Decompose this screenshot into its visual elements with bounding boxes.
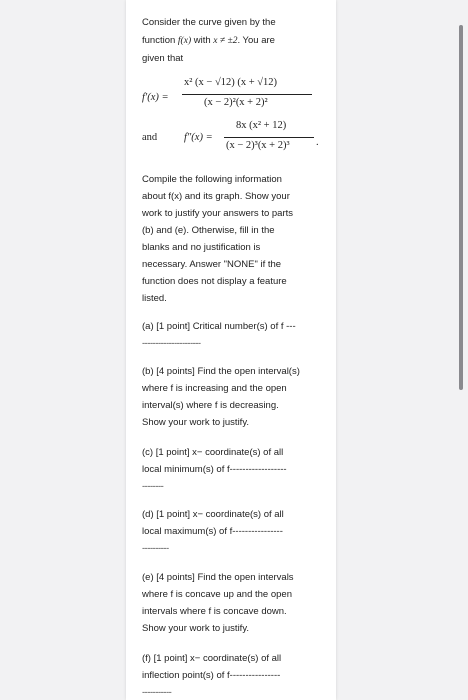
question-b-line: where f is increasing and the open (142, 383, 287, 394)
first-derivative-lhs: f′(x) = (142, 92, 169, 103)
instruction-line: (b) and (e). Otherwise, fill in the (142, 225, 275, 236)
instruction-line: about f(x) and its graph. Show your (142, 191, 290, 202)
first-derivative-numerator: x² (x − √12) (x + √12) (184, 77, 278, 88)
question-b-line: interval(s) where f is decreasing. (142, 400, 279, 411)
first-derivative-denominator: (x − 2)²(x + 2)² (204, 97, 268, 108)
intro-line-3: given that (142, 53, 184, 64)
instruction-line: Compile the following information (142, 174, 282, 185)
question-c-line-1: (c) [1 point] x− coordinate(s) of all (142, 447, 284, 458)
intro-line-2 (142, 35, 275, 47)
instruction-line: blanks and no justification is (142, 242, 261, 253)
instruction-line: listed. (142, 293, 167, 304)
question-d-answer-blank[interactable]: ---------- (142, 543, 169, 554)
intro-text: function (142, 35, 178, 46)
function-symbol: f(x) (177, 36, 192, 46)
question-e-line: Show your work to justify. (142, 623, 250, 634)
question-e-line: (e) [4 points] Find the open intervals (142, 572, 294, 583)
question-e-line: where f is concave up and the open (142, 589, 292, 600)
first-derivative-fraction-bar (182, 94, 312, 95)
second-derivative-numerator: 8x (x² + 12) (236, 120, 287, 131)
instruction-line: function does not display a feature (142, 276, 287, 287)
question-b-line: Show your work to justify. (142, 417, 250, 428)
and-label: and (142, 132, 158, 143)
question-b-line: (b) [4 points] Find the open interval(s) (142, 366, 300, 377)
second-derivative-fraction-bar (224, 137, 314, 138)
second-derivative-period: . (316, 137, 319, 148)
question-f-line-2[interactable]: inflection point(s) of f---------------- (142, 670, 281, 681)
question-d-line-1: (d) [1 point] x− coordinate(s) of all (142, 509, 284, 520)
second-derivative-lhs: f″(x) = (184, 132, 213, 143)
instruction-line: work to justify your answers to parts (142, 208, 293, 219)
question-c-answer-blank[interactable]: -------- (142, 481, 164, 492)
question-c-line-2[interactable]: local minimum(s) of f------------------ (142, 464, 287, 475)
question-e-line: intervals where f is concave down. (142, 606, 287, 617)
question-f-line-1: (f) [1 point] x− coordinate(s) of all (142, 653, 282, 664)
document-page (126, 0, 336, 700)
question-f-answer-blank[interactable]: ----------- (142, 687, 172, 698)
domain-condition: x ≠ ±2 (213, 36, 238, 46)
question-a-answer-blank[interactable]: ---------------------- (142, 338, 201, 349)
question-a-label: (a) [1 point] Critical number(s) of f --- (142, 321, 296, 332)
question-d-line-2[interactable]: local maximum(s) of f---------------- (142, 526, 283, 537)
second-derivative-denominator: (x − 2)³(x + 2)³ (226, 140, 290, 151)
intro-text: with (191, 35, 214, 46)
instruction-line: necessary. Answer "NONE" if the (142, 259, 282, 270)
intro-line-1: Consider the curve given by the (142, 17, 276, 28)
intro-text: . You are (237, 35, 275, 46)
vertical-scrollbar[interactable] (459, 25, 463, 390)
